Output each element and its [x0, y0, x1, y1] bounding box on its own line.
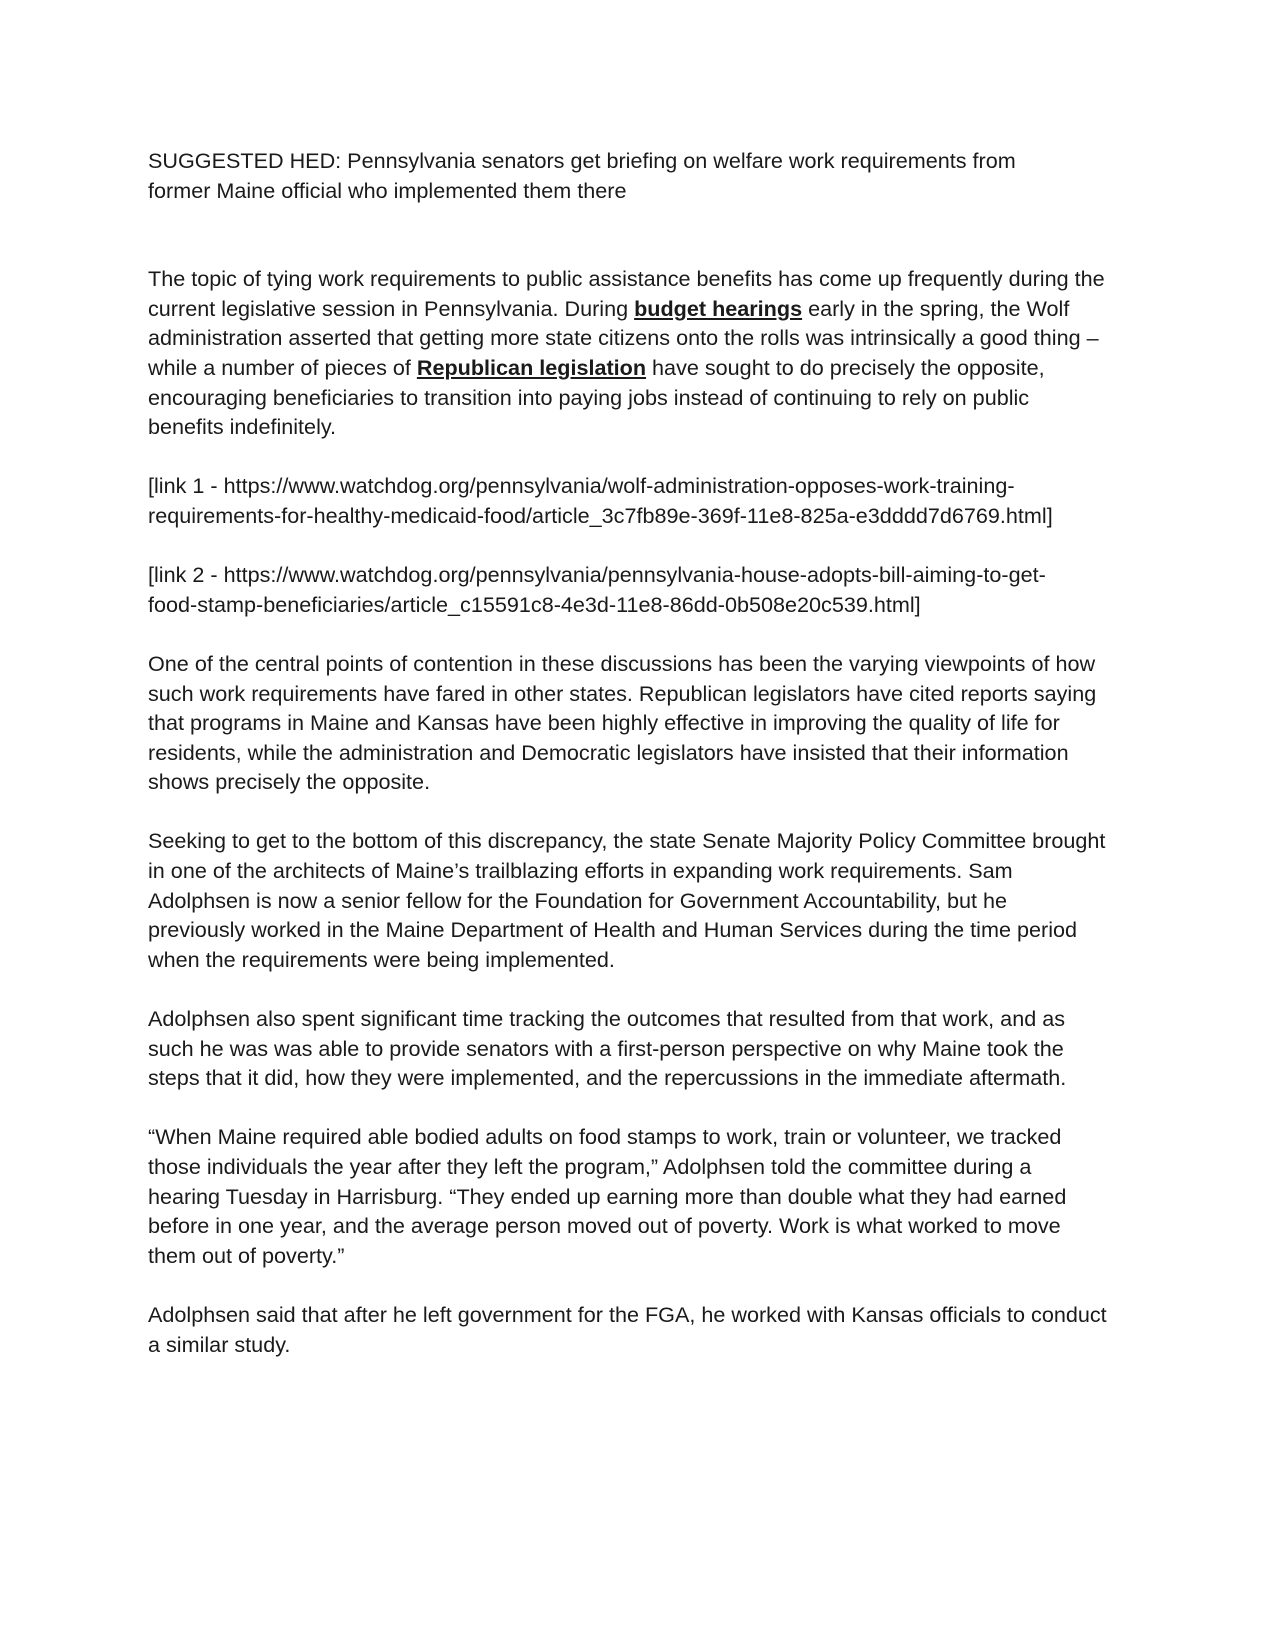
- intro-text-start: The topic of tying work requirements to public assistance benefits has come up frequently during the current legislative session in Pennsylvania. During: [148, 266, 1105, 321]
- document-page: [148, 146, 1108, 1389]
- quote-paragraph: “When Maine required able bodied adults on food stamps to work, train or volunteer, we tracked those individuals the year after they left the program,” Adolphsen told the committee during a hearing Tuesday in Harrisburg. “They ended up earning more than double what they had earned before in one year, and the average person moved out of poverty. Work is what worked to move them out of poverty.”: [148, 1124, 1067, 1268]
- link-reference-1-line-1: [link 1 - https://www.watchdog.org/pennsylvania/wolf-administration-opposes-work-training-: [148, 473, 1015, 499]
- link-reference-1: [148, 471, 1108, 530]
- suggested-headline: [148, 146, 1108, 205]
- intro-paragraph: [148, 264, 1108, 442]
- link-reference-2: [148, 560, 1108, 619]
- link-reference-2-line-1: [link 2 - https://www.watchdog.org/pennsylvania/pennsylvania-house-adopts-bill-aiming-to-get-: [148, 562, 1046, 588]
- discrepancy-paragraph: Seeking to get to the bottom of this discrepancy, the state Senate Majority Policy Committee brought in one of the architects of Maine’s trailblazing efforts in expanding work requirements. Sam Adolphsen is now a senior fellow for the Foundation for Government Accountability, but he previously worked in the Maine Department of Health and Human Services during the time period when the requirements were being implemented.: [148, 828, 1106, 972]
- kansas-paragraph: Adolphsen said that after he left government for the FGA, he worked with Kansas officials to conduct a similar study.: [148, 1301, 1107, 1357]
- headline-line-1: SUGGESTED HED: Pennsylvania senators get briefing on welfare work requirements from: [148, 148, 1016, 173]
- intro-text-middle: early in the spring, the Wolf administration asserted that getting more state citizens onto the rolls was intrinsically a good thing – while a number of pieces of: [148, 295, 1099, 380]
- headline-line-2: former Maine official who implemented them there: [148, 177, 627, 203]
- outcomes-paragraph: Adolphsen also spent significant time tracking the outcomes that resulted from that work, and as such he was was able to provide senators with a first-person perspective on why Maine took the steps that it did, how they were implemented, and the repercussions in the immediate aftermath.: [148, 1006, 1067, 1091]
- republican-legislation-link[interactable]: Republican legislation: [416, 354, 647, 380]
- link-reference-2-line-2: food-stamp-beneficiaries/article_c15591c8-4e3d-11e8-86dd-0b508e20c539.html]: [148, 591, 921, 617]
- link-reference-1-line-2: requirements-for-healthy-medicaid-food/article_3c7fb89e-369f-11e8-825a-e3dddd7d6769.html]: [148, 502, 1053, 528]
- budget-hearings-link[interactable]: budget hearings: [634, 295, 803, 321]
- intro-text-end: have sought to do precisely the opposite, encouraging beneficiaries to transition into paying jobs instead of continuing to rely on public benefits indefinitely.: [148, 354, 1045, 440]
- contention-paragraph: One of the central points of contention in these discussions has been the varying viewpoints of how such work requirements have fared in other states. Republican legislators have cited reports saying that programs in Maine and Kansas have been highly effective in improving the quality of life for residents, while the administration and Democratic legislators have insisted that their information shows precisely the opposite.: [148, 650, 1097, 795]
